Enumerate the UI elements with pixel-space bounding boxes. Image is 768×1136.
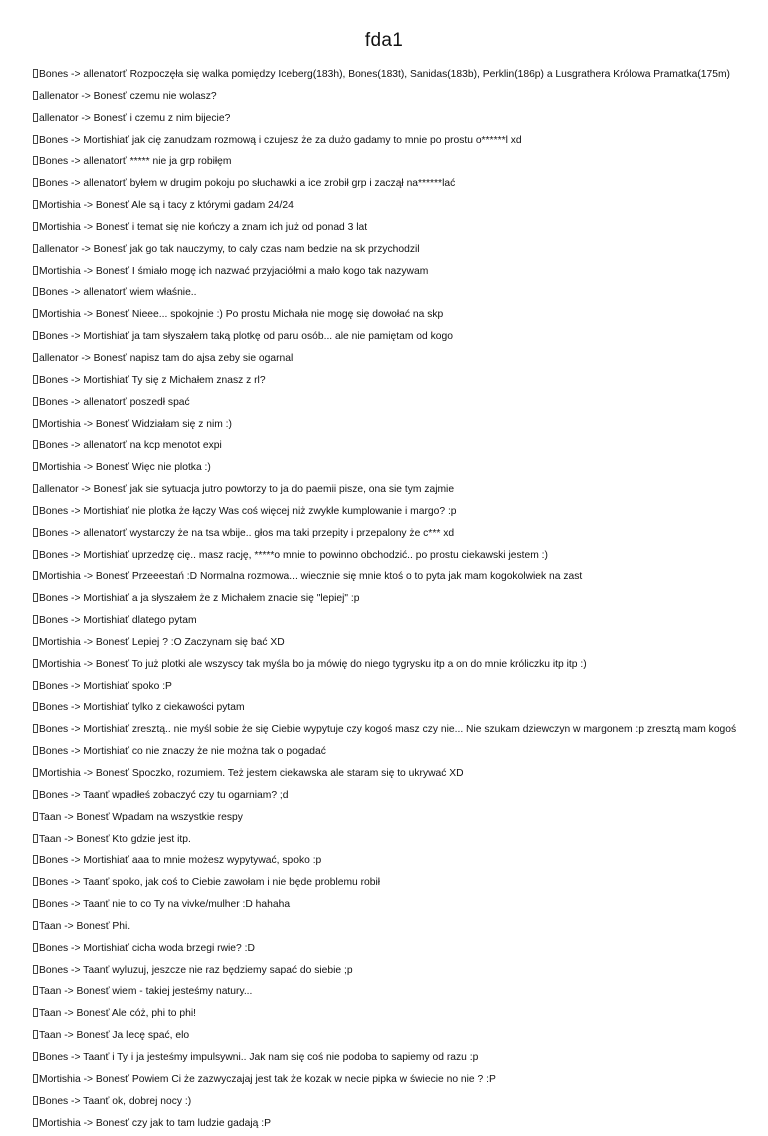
chat-line-text: allenator -> Bonesť jak go tak nauczymy, to caly czas nam bedzie na sk przychodzil — [39, 243, 420, 255]
chat-line-text: Bones -> Mortishiať cicha woda brzegi rwie? :D — [39, 942, 255, 954]
chat-line — [33, 175, 738, 194]
chat-line-text: allenator -> Bonesť jak sie sytuacja jutro powtorzy to ja do paemii pisze, ona sie tym zajmie — [39, 484, 455, 496]
missing-glyph-icon — [33, 921, 38, 930]
chat-line-text: Mortishia -> Bonesť czy jak to tam ludzie gadają :P — [39, 1117, 271, 1129]
missing-glyph-icon — [33, 571, 38, 580]
chat-line — [33, 481, 738, 500]
chat-line-text: Mortishia -> Bonesť I śmiało mogę ich nazwać przyjaciółmi a mało kogo tak nazywam — [39, 265, 429, 277]
missing-glyph-icon — [33, 309, 38, 318]
missing-glyph-icon — [33, 790, 38, 799]
chat-line-text: Mortishia -> Bonesť Spoczko, rozumiem. Też jestem ciekawska ale staram się to ukrywać XD — [39, 768, 464, 779]
chat-line — [33, 743, 738, 762]
missing-glyph-icon — [33, 419, 38, 428]
chat-line — [33, 918, 738, 937]
missing-glyph-icon — [33, 877, 38, 886]
missing-glyph-icon — [33, 1030, 38, 1039]
chat-line — [33, 263, 738, 282]
missing-glyph-icon — [33, 462, 38, 471]
missing-glyph-icon — [33, 899, 38, 908]
chat-line — [33, 656, 738, 675]
missing-glyph-icon — [33, 1008, 38, 1017]
missing-glyph-icon — [33, 353, 38, 362]
missing-glyph-icon — [33, 69, 38, 78]
chat-line-text: Mortishia -> Bonesť Widziałam się z nim :) — [39, 418, 232, 430]
chat-line — [33, 66, 738, 85]
chat-line — [33, 612, 738, 631]
missing-glyph-icon — [33, 615, 38, 624]
missing-glyph-icon — [33, 375, 38, 384]
chat-line-text: Bones -> Taanť i Ty i ja jesteśmy impulsywni.. Jak nam się coś nie podoba to sapiemy od razu :p — [39, 1051, 479, 1063]
chat-line-text: Mortishia -> Bonesť Ale są i tacy z którymi gadam 24/24 — [39, 200, 294, 212]
missing-glyph-icon — [33, 331, 38, 340]
chat-line-text: Bones -> Mortishiať tylko z ciekawości pytam — [39, 702, 245, 714]
chat-line-text: Bones -> Mortishiať nie plotka że łączy Was coś więcej niż zwykłe kumplowanie i margo? :p — [39, 505, 457, 517]
chat-line — [33, 306, 738, 325]
missing-glyph-icon — [33, 287, 38, 296]
chat-line — [33, 765, 738, 784]
chat-line-text: Taan -> Bonesť Phi. — [39, 920, 131, 932]
missing-glyph-icon — [33, 397, 38, 406]
chat-line-text: Bones -> Mortishiať co nie znaczy że nie można tak o pogadać — [39, 746, 326, 758]
chat-line — [33, 634, 738, 653]
missing-glyph-icon — [33, 222, 38, 231]
chat-line — [33, 983, 738, 1002]
chat-line-text: Bones -> Mortishiať uprzedzę cię.. masz rację, *****o mnie to powinno obchodzić.. po prostu ciekawski jestem :) — [39, 549, 548, 561]
chat-line-text: Bones -> Taanť spoko, jak coś to Ciebie zawołam i nie będe problemu robił — [39, 877, 381, 889]
chat-line-text: Taan -> Bonesť wiem - takiej jesteśmy natury... — [39, 986, 253, 998]
chat-line-text: Mortishia -> Bonesť Lepiej ? :O Zaczynam się bać XD — [39, 636, 285, 648]
chat-line-text: Bones -> allenatorť byłem w drugim pokoju po słuchawki a ice zrobił grp i zaczął na******lać — [39, 178, 456, 190]
missing-glyph-icon — [33, 768, 38, 777]
chat-line-text: Taan -> Bonesť Ale cóż, phi to phi! — [39, 1008, 196, 1020]
chat-line — [33, 88, 738, 107]
chat-line — [33, 831, 738, 850]
chat-line-text: Mortishia -> Bonesť Nieee... spokojnie :) Po prostu Michała nie mogę się dowołać na skp — [39, 309, 444, 321]
chat-line-text: Mortishia -> Bonesť To już plotki ale wszyscy tak myśla bo ja mówię do niego tygrysku itp a on do mnie króliczku itp itp :) — [39, 658, 587, 670]
missing-glyph-icon — [33, 506, 38, 515]
chat-line — [33, 1027, 738, 1046]
missing-glyph-icon — [33, 1052, 38, 1061]
chat-line — [33, 721, 738, 740]
chat-line — [33, 328, 738, 347]
chat-line — [33, 1093, 738, 1112]
missing-glyph-icon — [33, 550, 38, 559]
chat-line — [33, 1005, 738, 1024]
missing-glyph-icon — [33, 965, 38, 974]
chat-line — [33, 590, 738, 609]
missing-glyph-icon — [33, 681, 38, 690]
chat-line-text: Bones -> allenatorť Rozpoczęła się walka pomiędzy Iceberg(183h), Bones(183t), Sanidas(183b), Perklin(186p) a Lusgrathera Królowa Pramatka(175m) — [39, 69, 730, 80]
chat-line — [33, 284, 738, 303]
chat-line-text: Bones -> Mortishiať zresztą.. nie myśl sobie że się Ciebie wypytuje czy kogoś masz czy nie... Nie szukam dziewczyn w margonem :p zresztą mam kogoś — [39, 724, 737, 736]
chat-line — [33, 394, 738, 413]
missing-glyph-icon — [33, 746, 38, 755]
chat-line-text: Taan -> Bonesť Kto gdzie jest itp. — [39, 833, 191, 845]
chat-line-text: Bones -> Mortishiať ja tam słyszałem taką plotkę od paru osób... ale nie pamiętam od kogo — [39, 331, 453, 343]
chat-line-text: Mortishia -> Bonesť i temat się nie kończy a znam ich już od ponad 3 lat — [39, 221, 368, 233]
chat-line-text: Bones -> Mortishiať Ty się z Michałem znasz z rl? — [39, 374, 266, 386]
chat-line-text: Bones -> Taanť wyluzuj, jeszcze nie raz będziemy sapać do siebie ;p — [39, 964, 353, 976]
missing-glyph-icon — [33, 593, 38, 602]
missing-glyph-icon — [33, 812, 38, 821]
chat-line-text: Bones -> allenatorť na kcp menotot expi — [39, 440, 222, 452]
missing-glyph-icon — [33, 484, 38, 493]
chat-line-text: Mortishia -> Bonesť Więc nie plotka :) — [39, 462, 211, 474]
chat-line — [33, 132, 738, 151]
chat-line-text: Bones -> Taanť wpadłeś zobaczyć czy tu ogarniam? ;d — [39, 789, 289, 801]
missing-glyph-icon — [33, 440, 38, 449]
chat-line — [33, 962, 738, 981]
missing-glyph-icon — [33, 91, 38, 100]
missing-glyph-icon — [33, 156, 38, 165]
missing-glyph-icon — [33, 834, 38, 843]
chat-line-text: Bones -> Taanť ok, dobrej nocy :) — [39, 1095, 192, 1107]
missing-glyph-icon — [33, 1096, 38, 1105]
chat-line-text: allenator -> Bonesť czemu nie wolasz? — [39, 90, 217, 102]
chat-line — [33, 874, 738, 893]
chat-line — [33, 1071, 738, 1090]
chat-line-text: Taan -> Bonesť Wpadam na wszystkie respy — [39, 811, 243, 823]
chat-line — [33, 416, 738, 435]
chat-line — [33, 241, 738, 260]
missing-glyph-icon — [33, 244, 38, 253]
chat-line-text: Bones -> Mortishiať spoko :P — [39, 680, 172, 692]
missing-glyph-icon — [33, 178, 38, 187]
chat-line-text: Bones -> Taanť nie to co Ty na vivke/mulher :D hahaha — [39, 899, 291, 911]
chat-line-text: Bones -> Mortishiať dlatego pytam — [39, 615, 197, 627]
chat-line-text: allenator -> Bonesť i czemu z nim bijecie? — [39, 112, 231, 124]
chat-line — [33, 1049, 738, 1068]
missing-glyph-icon — [33, 986, 38, 995]
chat-line — [33, 809, 738, 828]
chat-line — [33, 940, 738, 959]
chat-line — [33, 568, 738, 587]
missing-glyph-icon — [33, 943, 38, 952]
chat-line — [33, 678, 738, 697]
chat-line — [33, 437, 738, 456]
chat-line — [33, 459, 738, 478]
chat-line — [33, 350, 738, 369]
chat-line-text: allenator -> Bonesť napisz tam do ajsa zeby sie ogarnal — [39, 352, 294, 364]
chat-line-text: Bones -> allenatorť ***** nie ja grp robiłęm — [39, 156, 232, 168]
missing-glyph-icon — [33, 1074, 38, 1083]
chat-line-text: Mortishia -> Bonesť Powiem Ci że zazwyczajaj jest tak że kozak w necie pipka w świecie no nie ? :P — [39, 1073, 496, 1085]
chat-line — [33, 896, 738, 915]
missing-glyph-icon — [33, 135, 38, 144]
chat-line-text: Bones -> allenatorť poszedł spać — [39, 396, 190, 408]
page-title: fda1 — [364, 30, 404, 51]
chat-log — [33, 66, 738, 1136]
chat-line-text: Taan -> Bonesť Ja lecę spać, elo — [39, 1030, 190, 1042]
missing-glyph-icon — [33, 266, 38, 275]
missing-glyph-icon — [33, 528, 38, 537]
missing-glyph-icon — [33, 200, 38, 209]
chat-line-text: Bones -> Mortishiať a ja słyszałem że z Michałem znacie się "lepiej" :p — [39, 593, 360, 605]
chat-line — [33, 787, 738, 806]
chat-line-text: Mortishia -> Bonesť Przeeestań :D Normalna rozmowa... wiecznie się mnie ktoś o to pyta jak mam kogokolwiek na zast — [39, 571, 583, 583]
chat-line — [33, 852, 738, 871]
chat-line — [33, 1115, 738, 1134]
chat-line — [33, 525, 738, 544]
chat-line-text: Bones -> allenatorť wiem właśnie.. — [39, 287, 197, 299]
missing-glyph-icon — [33, 637, 38, 646]
chat-line — [33, 547, 738, 566]
missing-glyph-icon — [33, 113, 38, 122]
missing-glyph-icon — [33, 659, 38, 668]
chat-line-text: Bones -> allenatorť wystarczy że na tsa wbije.. głos ma taki przepity i przepalony że c*** xd — [39, 527, 455, 539]
missing-glyph-icon — [33, 1118, 38, 1127]
chat-line — [33, 372, 738, 391]
chat-line — [33, 503, 738, 522]
missing-glyph-icon — [33, 855, 38, 864]
chat-line — [33, 219, 738, 238]
chat-line — [33, 110, 738, 129]
chat-line-text: Bones -> Mortishiať jak cię zanudzam rozmową i czujesz że za dużo gadamy to mnie po prostu o******l xd — [39, 134, 522, 146]
chat-line — [33, 153, 738, 172]
missing-glyph-icon — [33, 724, 38, 733]
chat-line-text: Bones -> Mortishiať aaa to mnie możesz wypytywać, spoko :p — [39, 855, 322, 867]
chat-line — [33, 197, 738, 216]
missing-glyph-icon — [33, 702, 38, 711]
chat-line — [33, 699, 738, 718]
